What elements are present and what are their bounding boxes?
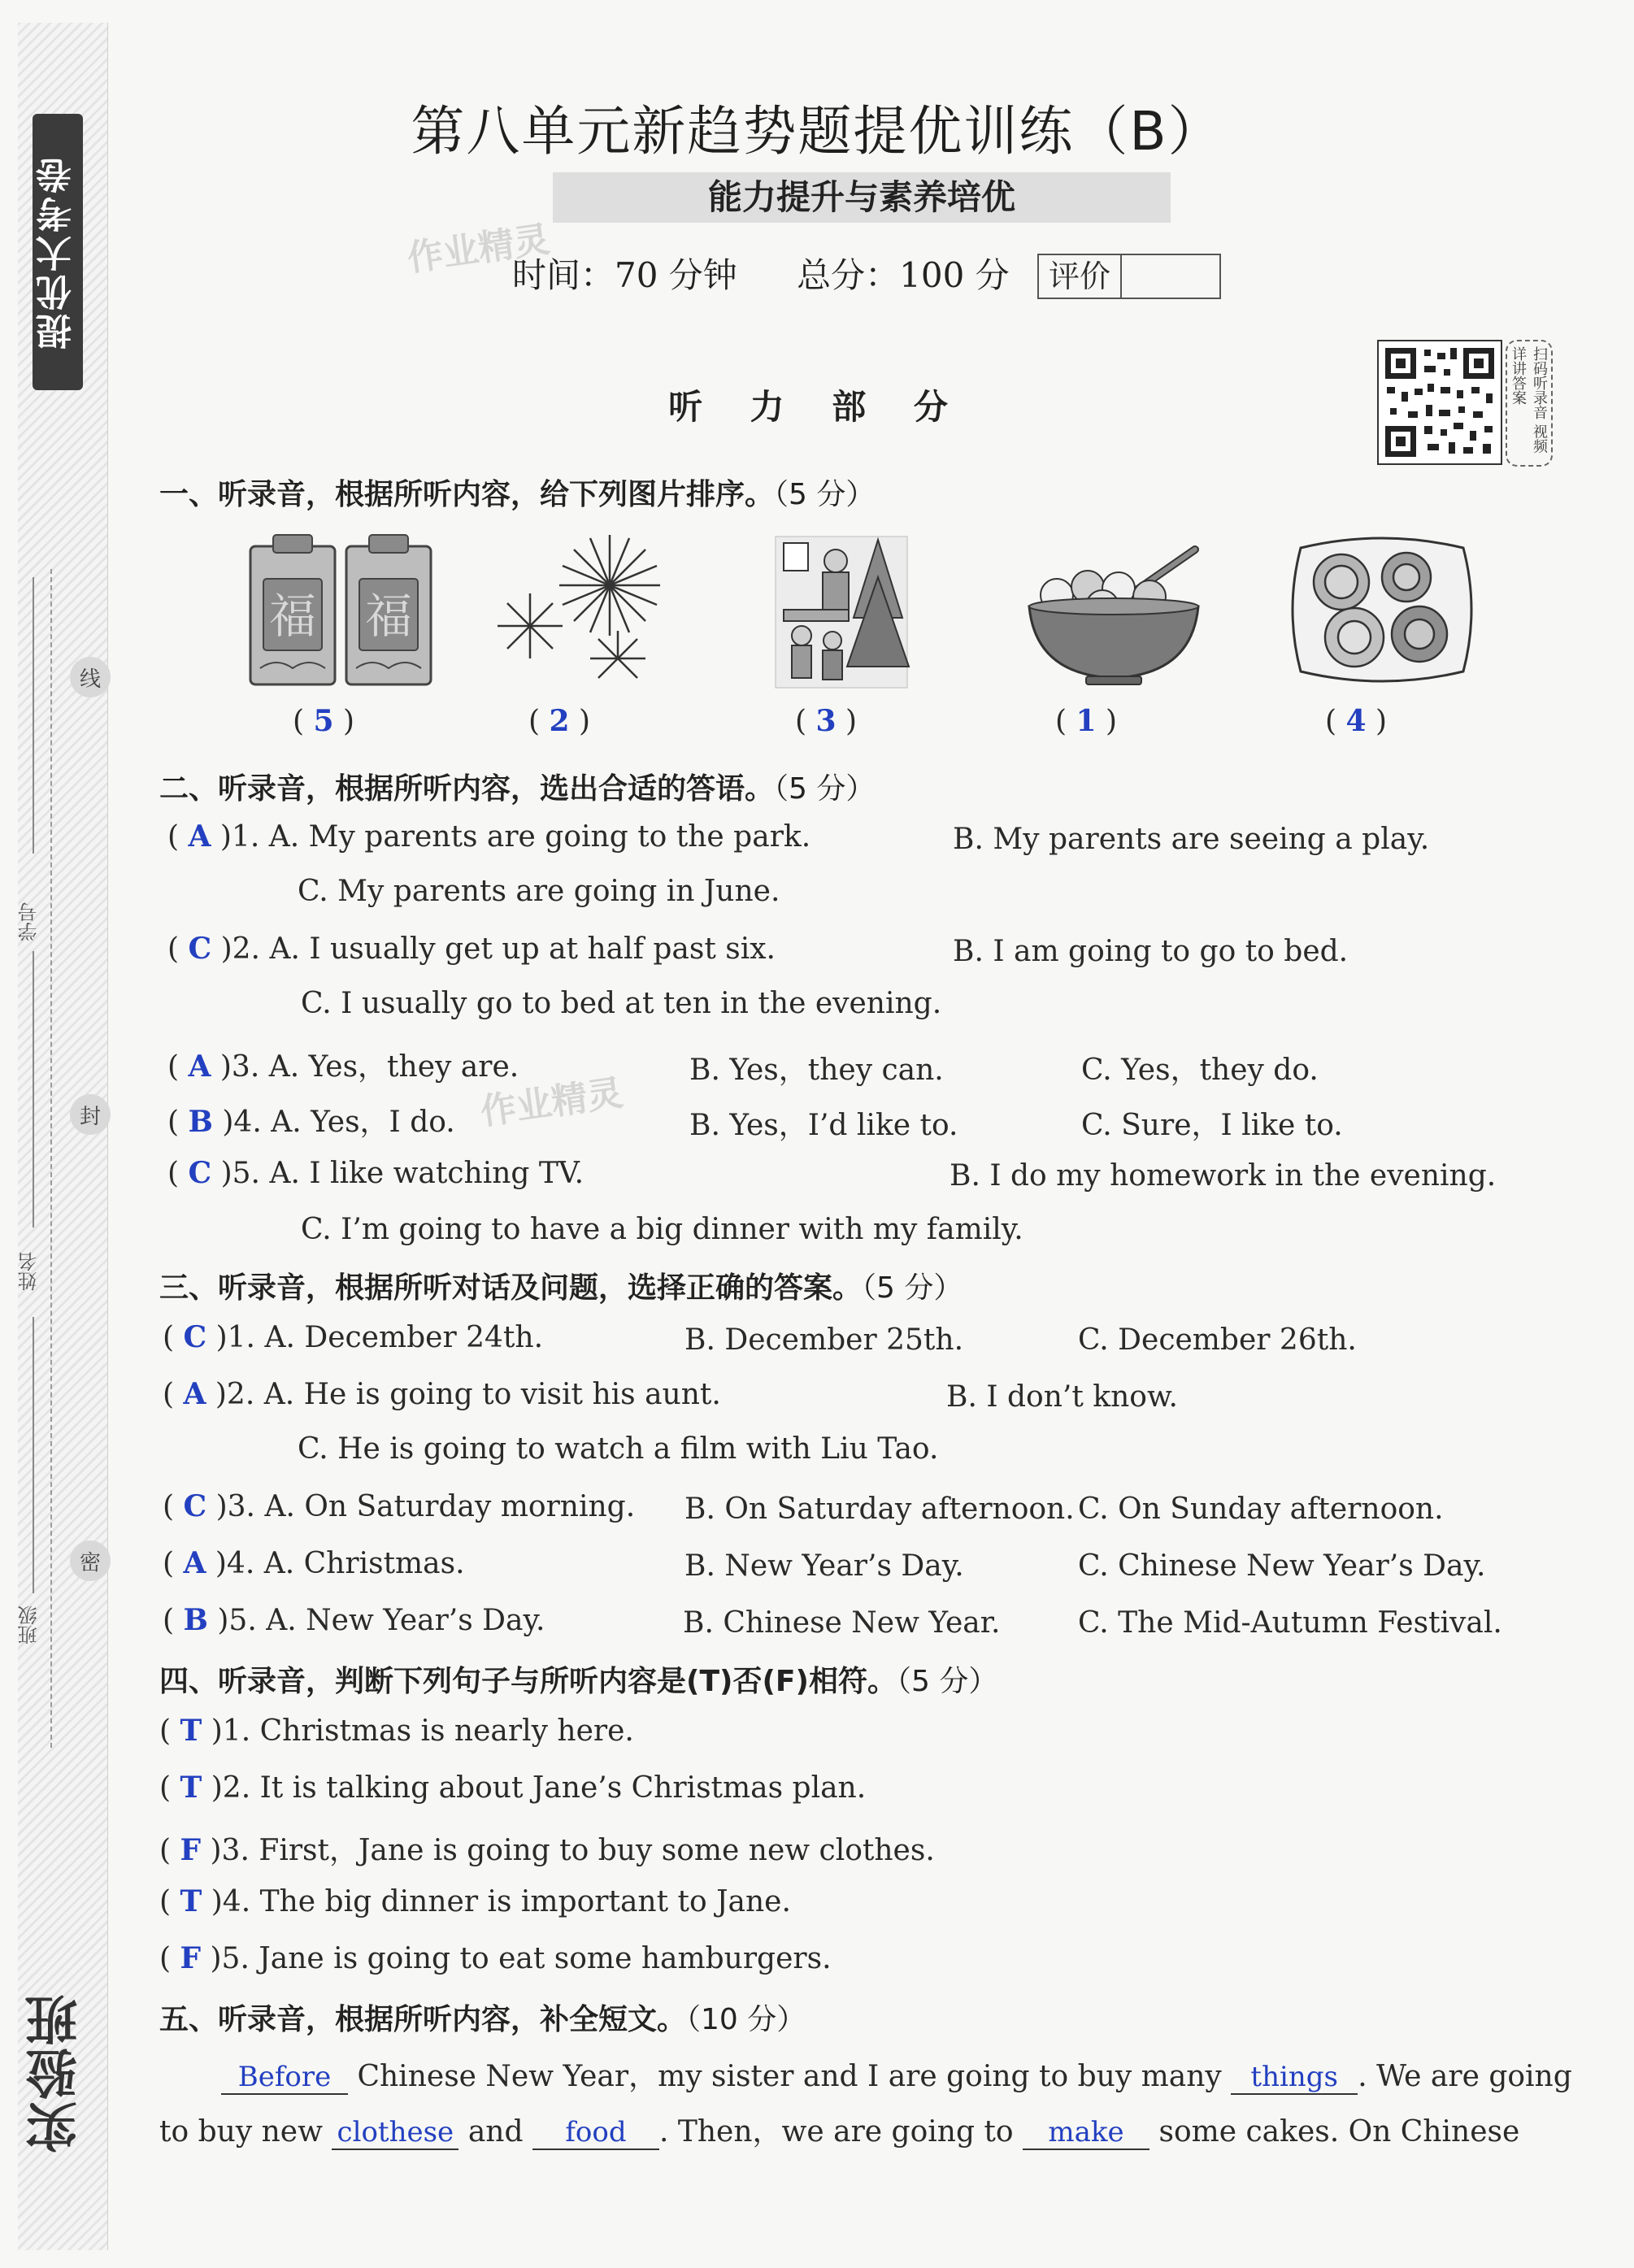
q2-5-option-b: B. I do my homework in the evening. [950,1159,1497,1193]
fireworks-icon [488,528,675,694]
q5-line-2 [159,2109,1519,2150]
q5-line-1 [221,2053,1572,2095]
q3-item-1: ( C )1. A. December 24th. [163,1320,544,1354]
q3-4-option-b: B. New Year’s Day. [684,1549,964,1583]
pic1-order: ( 5 ) [293,704,355,738]
watermark: 作业精灵 [477,1071,626,1133]
q2-4-num: )4. [222,1106,262,1139]
svg-text:福: 福 [364,589,413,644]
q3-4-option-a: A. Christmas. [263,1547,465,1580]
blank-4[interactable]: food [532,2116,659,2150]
q3-4-num: )4. [215,1547,255,1580]
q3-item-3: ( C )3. A. On Saturday morning. [163,1489,636,1523]
q4-3-answer: F [180,1833,202,1867]
q2-4-option-b: B. Yes，I’d like to. [689,1109,958,1142]
blank-2[interactable]: things [1231,2061,1358,2095]
q4-5-text: )5. Jane is going to eat some hamburgers. [210,1942,832,1975]
q4-item-2: ( T )2. It is talking about Jane’s Christmas plan. [159,1771,867,1805]
q3-5-answer: B [183,1603,208,1637]
pic3-order: ( 3 ) [795,704,858,738]
q2-1-option-a: A. My parents are going to the park. [268,820,811,854]
q3-3-answer: C [183,1489,207,1523]
pic2-answer: 2 [549,704,570,738]
pic5-answer: 4 [1345,704,1367,738]
q5-points: （10 分） [686,2003,806,2036]
q2-heading-text: 二、听录音，根据所听内容，选出合适的答语。 [159,772,775,806]
q4-item-4: ( T )4. The big dinner is important to Jane. [159,1884,791,1918]
q3-3-option-c: C. On Sunday afternoon. [1078,1492,1444,1526]
q3-1-answer: C [183,1320,207,1354]
q2-3-num: )3. [219,1050,260,1084]
q2-1-option-b: B. My parents are seeing a play. [953,823,1430,856]
q3-5-num: )5. [217,1604,257,1637]
cut-line [50,569,52,1748]
q4-2-text: )2. It is talking about Jane’s Christmas plan. [211,1771,867,1805]
q2-2-option-b: B. I am going to go to bed. [953,935,1349,968]
q3-1-option-a: A. December 24th. [264,1321,544,1354]
q3-heading-text: 三、听录音，根据所听对话及问题，选择正确的答案。 [159,1271,863,1305]
id-field-line [33,577,34,854]
q3-2-num: )2. [215,1378,255,1411]
q2-1-num: )1. [219,820,260,854]
pic1-answer: 5 [313,704,334,738]
q2-3-option-c: C. Yes，they do. [1081,1054,1319,1087]
q2-5-option-a: A. I like watching TV. [269,1157,585,1190]
section-title: 听 力 部 分 [668,387,966,427]
q4-item-3: ( F )3. First，Jane is going to buy some new clothes. [159,1833,935,1867]
q5-line2-mid: . Then，we are going to [658,2115,1014,2149]
q3-4-option-c: C. Chinese New Year’s Day. [1078,1549,1486,1583]
series-brand: 提优大考卷 [33,114,83,390]
q4-4-text: )4. The big dinner is important to Jane. [211,1885,791,1918]
q4-1-text: )1. Christmas is nearly here. [211,1714,634,1748]
q5-heading-text: 五、听录音，根据所听内容，补全短文。 [159,2003,687,2036]
q1-heading-text: 一、听录音，根据所听内容，给下列图片排序。 [159,478,775,511]
q2-3-option-a: A. Yes，they are. [268,1050,519,1084]
exam-meta [512,249,1058,298]
q4-5-answer: F [180,1941,202,1975]
q2-4-option-a: A. Yes，I do. [271,1106,455,1139]
pic4-order: ( 1 ) [1055,704,1118,738]
q2-5-num: )5. [220,1157,261,1190]
q3-1-option-b: B. December 25th. [684,1323,964,1357]
fu-red-envelopes-icon [244,528,439,694]
q2-3-answer: A [188,1049,211,1084]
blank-5[interactable]: make [1023,2116,1149,2150]
q1-heading [159,471,875,513]
class-field-line [33,1317,34,1593]
q3-item-5: ( B )5. A. New Year’s Day. [163,1603,545,1637]
q3-3-num: )3. [215,1490,256,1523]
seal-char-line: 线 [70,657,111,697]
blank-1[interactable]: Before [221,2061,348,2095]
series-brand-bottom: 实验班 [26,1992,86,2153]
mooncakes-icon [1284,528,1480,694]
q2-4-answer: B [188,1105,213,1139]
q3-points: （5 分） [862,1271,963,1305]
q2-item-4: ( B )4. A. Yes，I do. [167,1105,455,1139]
q5-line1-end: . We are going [1358,2060,1572,2093]
q4-heading [159,1658,997,1700]
q3-5-option-c: C. The Mid-Autumn Festival. [1078,1606,1502,1640]
q1-points: （5 分） [774,478,876,511]
pic5-order: ( 4 ) [1325,704,1388,738]
total-score: 总分：100 分 [797,255,1010,295]
q4-1-answer: T [180,1714,202,1748]
q2-1-answer: A [188,819,211,854]
q2-item-2: ( C )2. A. I usually get up at half past six. [167,932,776,966]
q2-2-num: )2. [220,932,261,966]
rating-label: 评价 [1039,255,1122,298]
q5-line2-start: to buy new [159,2115,323,2149]
q3-3-option-b: B. On Saturday afternoon. [684,1492,1075,1526]
q5-line1-text: Chinese New Year，my sister and I are going to buy many [357,2060,1222,2093]
q3-3-option-a: A. On Saturday morning. [264,1490,636,1523]
q2-points: （5 分） [774,772,876,806]
pic3-answer: 3 [815,704,837,738]
q2-1-option-c: C. My parents are going in June. [298,875,780,908]
q3-item-2: ( A )2. A. He is going to visit his aunt. [163,1377,721,1411]
tangyuan-bowl-icon [1024,528,1203,694]
page-title: 第八单元新趋势题提优训练（B） [411,100,1223,163]
q5-line2-and: and [467,2115,524,2149]
watermark: 作业精灵 [404,218,553,280]
q4-4-answer: T [180,1884,202,1918]
q2-5-answer: C [188,1156,212,1190]
q2-3-option-b: B. Yes，they can. [689,1054,944,1087]
q2-5-option-c: C. I’m going to have a big dinner with my family. [301,1213,1023,1246]
q4-3-text: )3. First，Jane is going to buy some new clothes. [210,1834,935,1867]
q2-4-option-c: C. Sure，I like to. [1081,1109,1343,1142]
pic4-answer: 1 [1076,704,1097,738]
q3-2-option-c: C. He is going to watch a film with Liu Tao. [298,1432,939,1466]
q3-heading [159,1265,963,1306]
seal-char-seal: 封 [70,1094,111,1135]
rating-box[interactable] [1037,254,1221,299]
christmas-family-icon [772,528,910,694]
q3-1-option-c: C. December 26th. [1078,1323,1357,1357]
class-field-label: 班级 [18,1605,41,1645]
page-subtitle: 能力提升与素养培优 [553,172,1171,223]
q2-item-5: ( C )5. A. I like watching TV. [167,1156,585,1190]
q4-2-answer: T [180,1771,202,1805]
q4-item-5: ( F )5. Jane is going to eat some hamburgers. [159,1941,832,1975]
q2-item-3: ( A )3. A. Yes，they are. [167,1049,519,1084]
q4-item-1: ( T )1. Christmas is nearly here. [159,1714,634,1748]
q3-2-option-a: A. He is going to visit his aunt. [263,1378,721,1411]
seal-char-secret: 密 [70,1540,111,1581]
q4-points: （5 分） [896,1665,998,1698]
q3-2-option-b: B. I don’t know. [946,1380,1178,1414]
id-field-label: 学号 [18,902,41,941]
time-limit: 时间：70 分钟 [512,255,737,295]
name-field-label: 姓名 [18,1252,41,1291]
q2-2-option-a: A. I usually get up at half past six. [269,932,776,966]
q5-heading [159,1996,806,2038]
q2-2-answer: C [188,932,212,966]
q3-5-option-a: A. New Year’s Day. [266,1604,545,1637]
q2-item-1: ( A )1. A. My parents are going to the park. [167,819,811,854]
q3-4-answer: A [183,1546,206,1580]
q2-2-option-c: C. I usually go to bed at ten in the evening. [301,987,942,1020]
name-field-line [33,951,34,1227]
q3-1-num: )1. [215,1321,256,1354]
q5-line2-end: some cakes. On Chinese [1158,2115,1520,2149]
qr-note: 扫码听录音 视频详讲答案 [1506,340,1553,467]
blank-3[interactable]: clothese [332,2116,458,2150]
pic2-order: ( 2 ) [528,704,591,738]
q4-heading-text: 四、听录音，判断下列句子与所听内容是(T)否(F)相符。 [159,1665,897,1698]
q3-2-answer: A [183,1377,206,1411]
svg-text:福: 福 [268,589,317,644]
q2-heading [159,766,875,807]
q3-item-4: ( A )4. A. Christmas. [163,1546,465,1580]
q3-5-option-b: B. Chinese New Year. [683,1606,1001,1640]
